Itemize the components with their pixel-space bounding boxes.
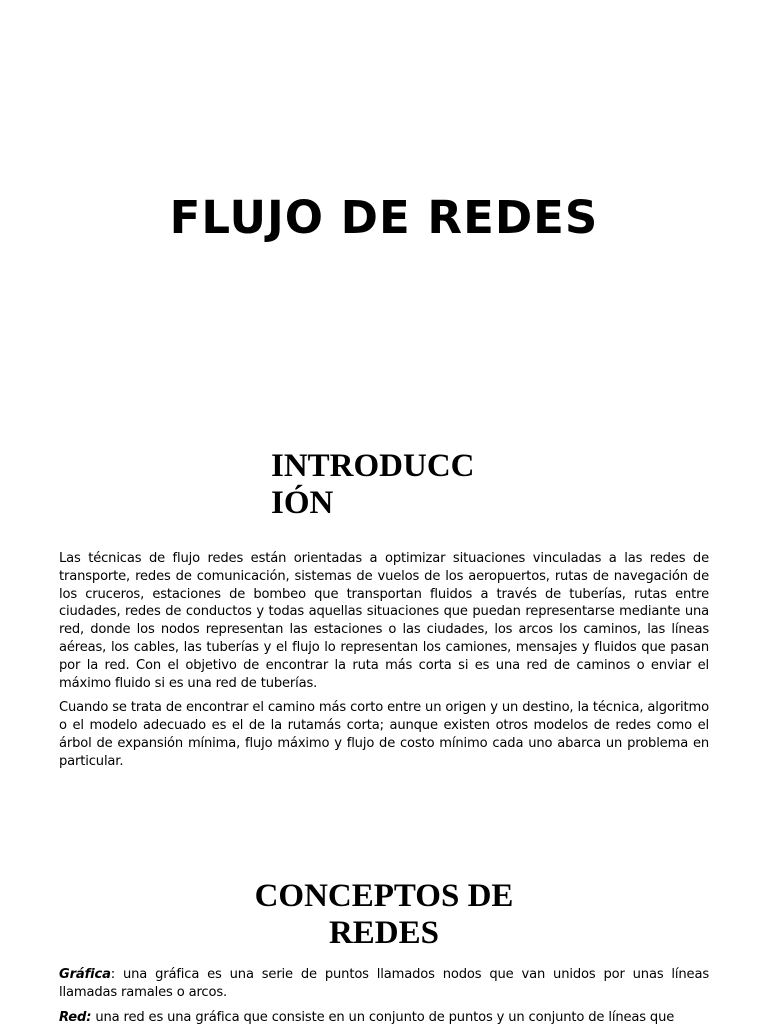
- concepts-heading-line2: REDES: [328, 915, 440, 951]
- concept-definition-grafica: [59, 966, 709, 1002]
- introduction-heading-line1: INTRODUCC: [271, 448, 475, 484]
- concept-term-grafica: Gráfica: [59, 967, 111, 982]
- concepts-heading-line1: CONCEPTOS DE: [254, 878, 514, 914]
- concepts-body: [59, 966, 709, 1024]
- introduction-heading-line2: IÓN: [271, 485, 334, 521]
- introduction-heading: [271, 448, 511, 522]
- concept-text-grafica: : una gráfica es una serie de puntos llamados nodos que van unidos por unas líneas llamadas ramales o arcos.: [59, 967, 709, 1000]
- concept-text-red: una red es una gráfica que consiste en un conjunto de puntos y un conjunto de líneas que: [91, 1009, 675, 1024]
- concept-definition-red: [59, 1009, 709, 1024]
- concept-term-red: Red:: [59, 1009, 92, 1024]
- concepts-heading: [0, 878, 768, 952]
- introduction-paragraph-2: Cuando se trata de encontrar el camino más corto entre un origen y un destino, la técnica, algoritmo o el modelo adecuado es el de la rutamás corta; aunque existen otros modelos de redes como el árbol de expansión mínima, flujo máximo y flujo de costo mínimo cada uno abarca un problema en particular.: [59, 700, 709, 769]
- introduction-paragraph-1: Las técnicas de flujo redes están orientadas a optimizar situaciones vinculadas a las redes de transporte, redes de comunicación, sistemas de vuelos de los aeropuertos, rutas de navegación de los cruceros, estaciones de bombeo que transportan fluidos a través de tuberías, rutas entre ciudades, redes de conductos y todas aquellas situaciones que puedan representarse mediante una red, donde los nodos representan las estaciones o las ciudades, los arcos los caminos, las líneas aéreas, los cables, las tuberías y el flujo lo representan los camiones, mensajes y fluidos que pasan por la red. Con el objetivo de encontrar la ruta más corta si es una red de caminos o enviar el máximo fluido si es una red de tuberías.: [59, 551, 709, 691]
- document-title: FLUJO DE REDES: [169, 191, 599, 244]
- introduction-body: [59, 550, 709, 778]
